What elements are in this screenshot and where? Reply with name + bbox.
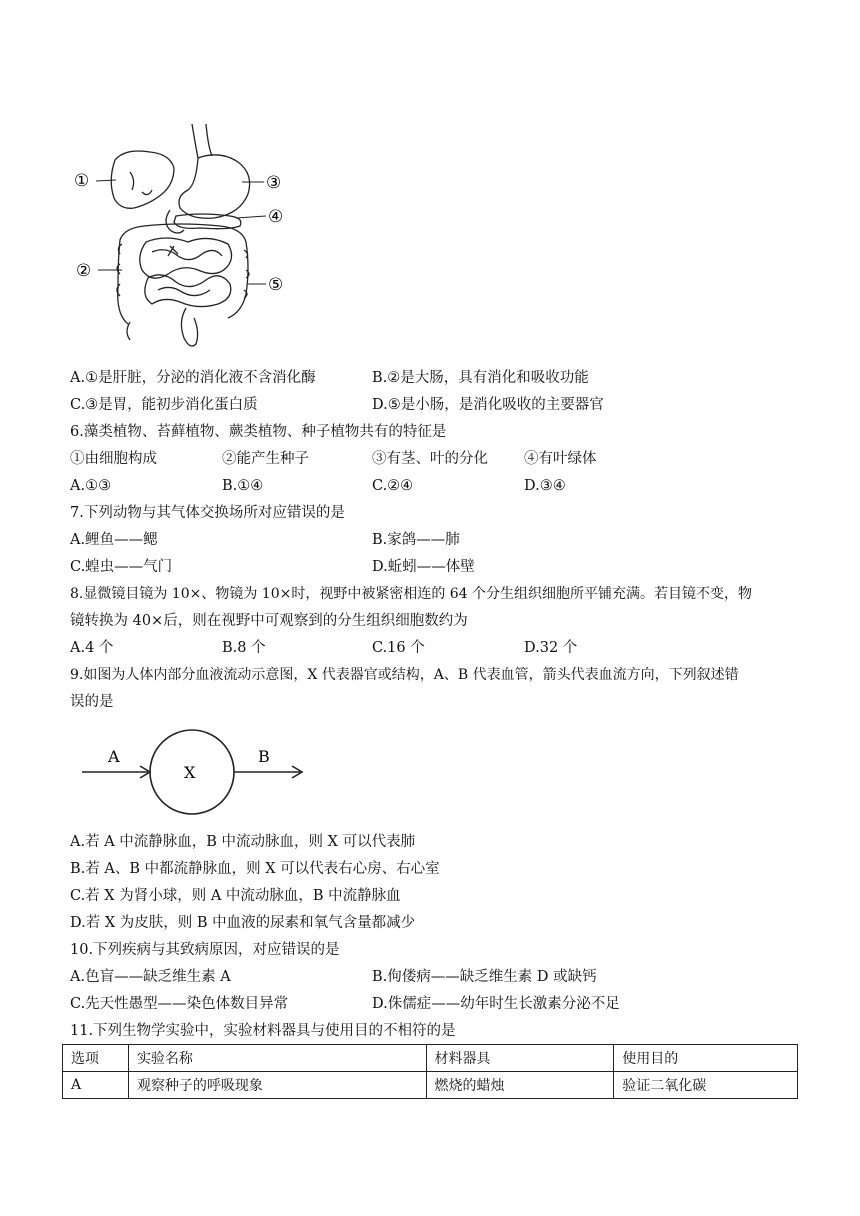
vessel-b-label: B [258,747,270,766]
q9-stem-line-1: 9.如图为人体内部分血液流动示意图，X 代表器官或结构，A、B 代表血管，箭头代表血流方向，下列叙述错 [70,667,739,683]
q7-stem: 7.下列动物与其气体交换场所对应错误的是 [70,505,345,521]
q5-option-d: D.⑤是小肠，是消化吸收的主要器官 [372,397,604,413]
organ-x-label: X [184,763,196,782]
q8-option-b: B.8 个 [222,640,266,656]
table-header-cell: 选项 [63,1045,129,1072]
table-header-cell: 材料器具 [426,1045,614,1072]
q6-option-a: A.①③ [70,478,112,494]
q10-option-d: D.侏儒症——幼年时生长激素分泌不足 [372,996,620,1012]
digestive-system-figure [70,118,300,358]
label-4: ④ [268,207,284,227]
q8-option-d: D.32 个 [524,640,578,656]
table-header-cell: 使用目的 [614,1045,798,1072]
label-2: ② [76,261,92,281]
table-cell: 燃烧的蜡烛 [426,1072,614,1099]
table-header-cell: 实验名称 [128,1045,426,1072]
q6-stem: 6.藻类植物、苔藓植物、蕨类植物、种子植物共有的特征是 [70,424,447,440]
blood-flow-figure [76,726,316,822]
q9-option-d: D.若 X 为皮肤，则 B 中血液的尿素和氧气含量都减少 [70,915,416,931]
q6-item-3: ③有茎、叶的分化 [372,451,488,467]
q10-option-a: A.色盲——缺乏维生素 A [70,969,231,985]
q10-option-c: C.先天性愚型——染色体数目异常 [70,996,289,1012]
q8-option-a: A.4 个 [70,640,114,656]
q10-stem: 10.下列疾病与其致病原因，对应错误的是 [70,942,340,958]
q6-item-1: ①由细胞构成 [70,451,157,467]
q5-option-a: A.①是肝脏，分泌的消化液不含消化酶 [70,370,316,386]
q6-option-c: C.②④ [372,478,414,494]
label-5: ⑤ [268,275,284,295]
q6-item-2: ②能产生种子 [222,451,309,467]
table-row [63,1072,798,1099]
q7-option-a: A.鲤鱼——鳃 [70,532,158,548]
q8-stem-line-2: 镜转换为 40×后，则在视野中可观察到的分生组织细胞数约为 [70,613,468,629]
q9-option-a: A.若 A 中流静脉血，B 中流动脉血，则 X 可以代表肺 [70,834,416,850]
vessel-a-label: A [108,747,120,766]
table-cell: A [63,1072,129,1099]
label-3: ③ [266,173,282,193]
q9-option-c: C.若 X 为肾小球，则 A 中流动脉血，B 中流静脉血 [70,888,401,904]
q8-option-c: C.16 个 [372,640,425,656]
q7-option-d: D.蚯蚓——体壁 [372,559,475,575]
q5-option-b: B.②是大肠，具有消化和吸收功能 [372,370,589,386]
table-cell: 验证二氧化碳 [614,1072,798,1099]
q7-option-b: B.家鸽——肺 [372,532,460,548]
experiment-table [62,1044,798,1099]
q9-stem-line-2: 误的是 [70,694,114,710]
q8-stem-line-1: 8.显微镜目镜为 10×、物镜为 10×时，视野中被紧密相连的 64 个分生组织细胞所平铺充满。若目镜不变，物 [70,586,753,602]
table-cell: 观察种子的呼吸现象 [128,1072,426,1099]
q9-option-b: B.若 A、B 中都流静脉血，则 X 可以代表右心房、右心室 [70,861,440,877]
q5-option-c: C.③是胃，能初步消化蛋白质 [70,397,258,413]
q6-item-4: ④有叶绿体 [524,451,597,467]
q6-option-b: B.①④ [222,478,264,494]
q11-stem: 11.下列生物学实验中，实验材料器具与使用目的不相符的是 [70,1023,456,1039]
q6-option-d: D.③④ [524,478,566,494]
table-header-row [63,1045,798,1072]
q7-option-c: C.蝗虫——气门 [70,559,173,575]
label-1: ① [74,171,90,191]
q10-option-b: B.佝偻病——缺乏维生素 D 或缺钙 [372,969,597,985]
